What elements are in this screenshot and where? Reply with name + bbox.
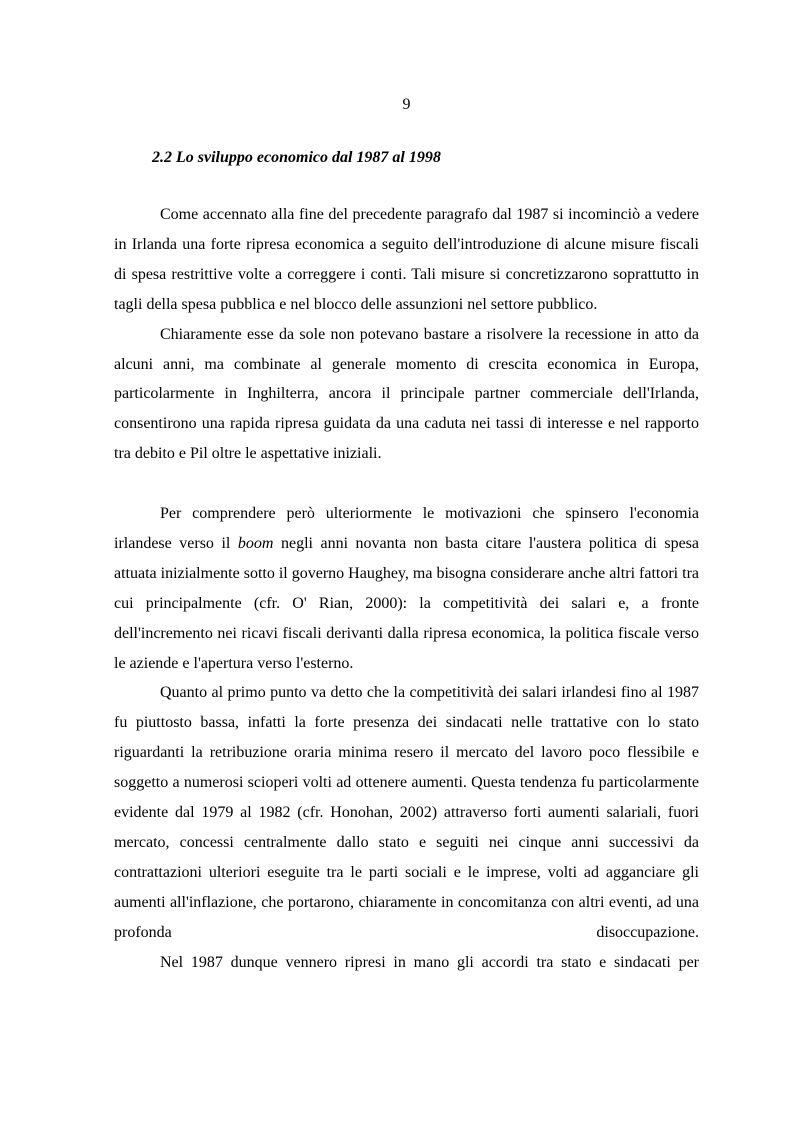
paragraph-3: [114, 499, 699, 678]
paragraph-3-text-after: negli anni novanta non basta citare l'austera politica di spesa attuata inizialmente sotto il governo Haughey, ma bisogna considerare anche altri fattori tra cui principalmente (cfr. O' Rian, 2000): la competitività dei salari e, a fronte dell'incremento nei ricavi fiscali derivanti dalla ripresa economica, la politica fiscale verso le aziende e l'apertura verso l'esterno.: [114, 534, 699, 672]
paragraph-4: Quanto al primo punto va detto che la competitività dei salari irlandesi fino al 1987 fu piuttosto bassa, infatti la forte presenza dei sindacati nelle trattative con lo stato riguardanti la retribuzione oraria minima resero il mercato del lavoro poco flessibile e soggetto a numerosi scioperi volti ad ottenere aumenti. Questa tendenza fu particolarmente evidente dal 1979 al 1982 (cfr. Honohan, 2002) attraverso forti aumenti salariali, fuori mercato, concessi centralmente dallo stato e seguiti nei cinque anni successivi da contrattazioni ulteriori eseguite tra le parti sociali e le imprese, volti ad agganciare gli aumenti all'inflazione, che portarono, chiaramente in concomitanza con altri eventi, ad una profonda disoccupazione.: [114, 684, 699, 941]
section-heading: 2.2 Lo sviluppo economico dal 1987 al 1998: [152, 149, 441, 166]
paragraph-2: Chiaramente esse da sole non potevano bastare a risolvere la recessione in atto da alcuni anni, ma combinate al generale momento di crescita economica in Europa, particolarmente in Inghilterra, ancora il principale partner commerciale dell'Irlanda, consentirono una rapida ripresa guidata da una caduta nei tassi di interesse e nel rapporto tra debito e Pil oltre le aspettative iniziali.: [114, 325, 699, 463]
paragraph-5: Nel 1987 dunque vennero ripresi in mano gli accordi tra stato e sindacati per: [160, 953, 699, 971]
paragraph-3-text-before: Per comprendere però ulteriormente le motivazioni che spinsero l'economia irlandese verso il: [114, 505, 699, 552]
page-number: 9: [402, 96, 411, 113]
paragraph-1: Come accennato alla fine del precedente paragrafo dal 1987 si incominciò a vedere in Irlanda una forte ripresa economica a seguito dell'introduzione di alcune misure fiscali di spesa restrittive volte a correggere i conti. Tali misure si concretizzarono soprattutto in tagli della spesa pubblica e nel blocco delle assunzioni nel settore pubblico.: [114, 206, 699, 313]
body-text: [114, 200, 699, 978]
italic-term-boom: boom: [237, 534, 274, 552]
